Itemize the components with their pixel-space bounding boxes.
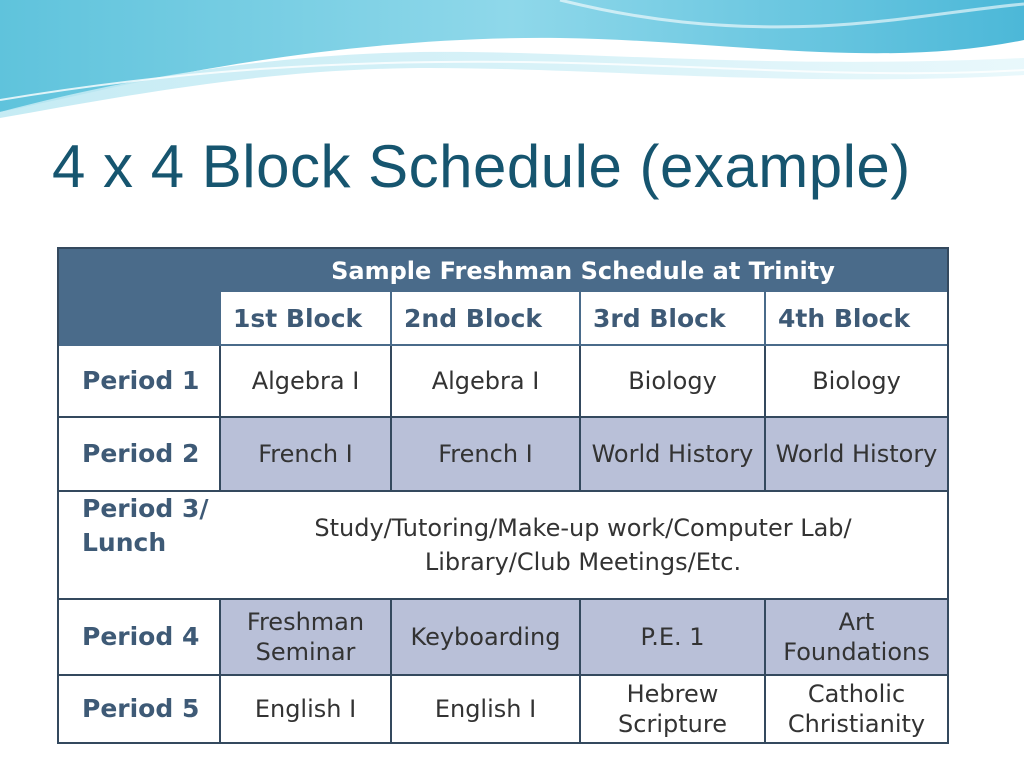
- block-header-1: 1st Block: [219, 292, 390, 346]
- period-3-activities-line2: Library/Club Meetings/Etc.: [424, 548, 742, 576]
- period-1-block-4: Biology: [764, 346, 947, 416]
- block-header-4: 4th Block: [764, 292, 947, 346]
- period-4-block-4: Art Foundations: [764, 598, 947, 674]
- period-1-block-1: Algebra I: [219, 346, 390, 416]
- period-2-label: Period 2: [59, 416, 219, 490]
- period-5-label: Period 5: [59, 674, 219, 742]
- period-4-label: Period 4: [59, 598, 219, 674]
- header-corner: [59, 249, 219, 346]
- period-3-label-line2: Lunch: [82, 528, 167, 557]
- period-1-block-2: Algebra I: [390, 346, 579, 416]
- period-4-block-3: P.E. 1: [579, 598, 764, 674]
- period-1-block-3: Biology: [579, 346, 764, 416]
- period-1-label: Period 1: [59, 346, 219, 416]
- table-caption: Sample Freshman Schedule at Trinity: [219, 249, 947, 292]
- period-3-activities-line1: Study/Tutoring/Make-up work/Computer Lab/: [314, 514, 852, 542]
- slide-title: 4 x 4 Block Schedule (example): [52, 133, 911, 200]
- period-3-label: [59, 490, 219, 598]
- block-header-2: 2nd Block: [390, 292, 579, 346]
- period-5-block-3: Hebrew Scripture: [579, 674, 764, 742]
- period-2-block-2: French I: [390, 416, 579, 490]
- block-header-3: 3rd Block: [579, 292, 764, 346]
- period-3-activities: [219, 490, 947, 598]
- period-5-block-1: English I: [219, 674, 390, 742]
- period-5-block-4: Catholic Christianity: [764, 674, 947, 742]
- period-2-block-4: World History: [764, 416, 947, 490]
- period-2-block-3: World History: [579, 416, 764, 490]
- period-4-block-1: Freshman Seminar: [219, 598, 390, 674]
- schedule-table: [57, 247, 949, 744]
- period-4-block-2: Keyboarding: [390, 598, 579, 674]
- period-3-label-line1: Period 3/: [82, 494, 209, 523]
- period-5-block-2: English I: [390, 674, 579, 742]
- header-wave-decoration: [0, 0, 1024, 120]
- period-2-block-1: French I: [219, 416, 390, 490]
